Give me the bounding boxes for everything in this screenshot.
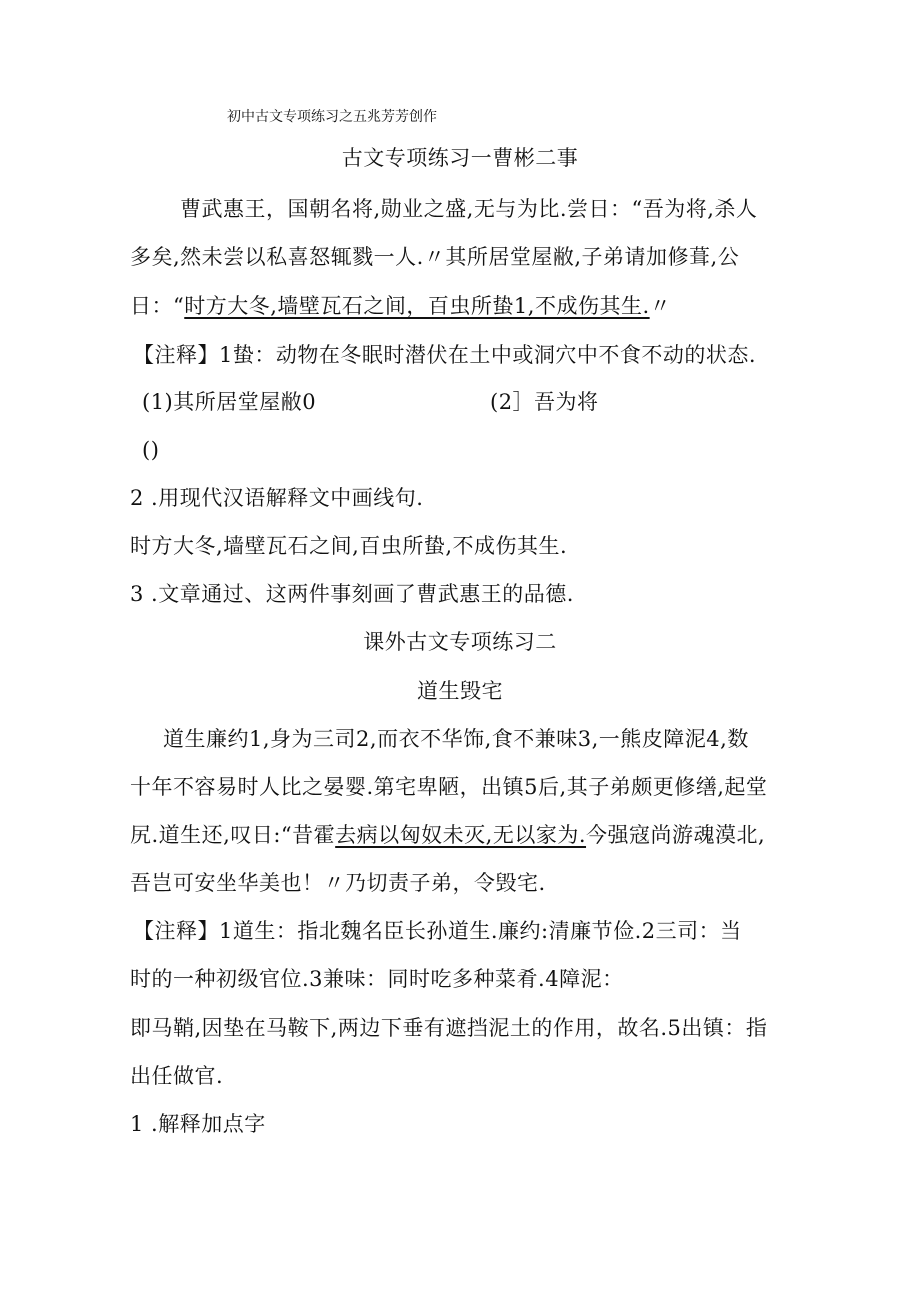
question-2-text: 时方大冬,墙壁瓦石之间,百虫所蛰,不成伤其生. xyxy=(130,534,568,558)
text-segment: 〃 xyxy=(649,294,672,318)
page-header: 初中古文专项练习之五兆芳芳创作 xyxy=(227,109,437,125)
question-1-item-2: (2］吾为将 xyxy=(490,390,599,414)
section2-para-line: 吾岂可安坐华美也！〃乃切责子弟，令毁宅. xyxy=(130,871,546,895)
section2-question-1: 1 .解释加点字 xyxy=(130,1112,266,1136)
section1-note: 【注释】1蛰：动物在冬眠时潜伏在土中或洞穴中不食不动的状态. xyxy=(133,343,757,367)
underlined-sentence: 时方大冬,墙壁瓦石之间，百虫所蛰1,不成伤其生. xyxy=(184,294,650,318)
section1-para-line: 曹武惠王，国朝名将,勋业之盛,无与为比.尝日：“吾为将,杀人 xyxy=(180,197,758,221)
section2-para-line xyxy=(130,821,765,849)
text-segment: 今强寇尚游魂漠北, xyxy=(586,823,766,847)
answer-blank: () xyxy=(142,438,160,462)
section2-note-line: 时的一种初级官位.3兼味：同时吃多种菜肴.4障泥： xyxy=(130,967,624,991)
section1-para-line xyxy=(130,292,671,320)
section2-note-line: 出任做官. xyxy=(130,1064,224,1088)
section2-para-line: 十年不容易时人比之晏婴.第宅卑陋，出镇5后,其子弟颇更修缮,起堂 xyxy=(130,775,768,799)
section2-note-line: 即马鞘,因垫在马鞍下,两边下垂有遮挡泥土的作用，故名.5出镇：指 xyxy=(130,1016,768,1040)
underlined-sentence: 去病以匈奴未灭,无以家为. xyxy=(335,823,587,847)
section2-title: 课外古文专项练习二 xyxy=(363,630,557,654)
section1-para-line: 多矣,然未尝以私喜怒辄戮一人.〃其所居堂屋敝,子弟请加修葺,公 xyxy=(130,245,740,269)
text-segment: 日：“ xyxy=(130,294,185,318)
question-3: 3 .文章通过、这两件事刻画了曹武惠王的品德. xyxy=(130,582,574,606)
section2-note-line: 【注释】1道生：指北魏名臣长孙道生.廉约:清廉节俭.2三司：当 xyxy=(133,919,742,943)
question-1-item-1: (1)其所居堂屋敝0 xyxy=(142,390,317,414)
section2-para-line: 道生廉约1,身为三司2,而衣不华饰,食不兼味3,一熊皮障泥4,数 xyxy=(163,727,749,751)
question-2: 2 .用现代汉语解释文中画线句. xyxy=(130,486,424,510)
section2-subtitle: 道生毁宅 xyxy=(417,679,503,703)
section1-title: 古文专项练习一曹彬二事 xyxy=(341,146,579,170)
text-segment: 尻.道生还,叹日:“昔霍 xyxy=(130,823,336,847)
